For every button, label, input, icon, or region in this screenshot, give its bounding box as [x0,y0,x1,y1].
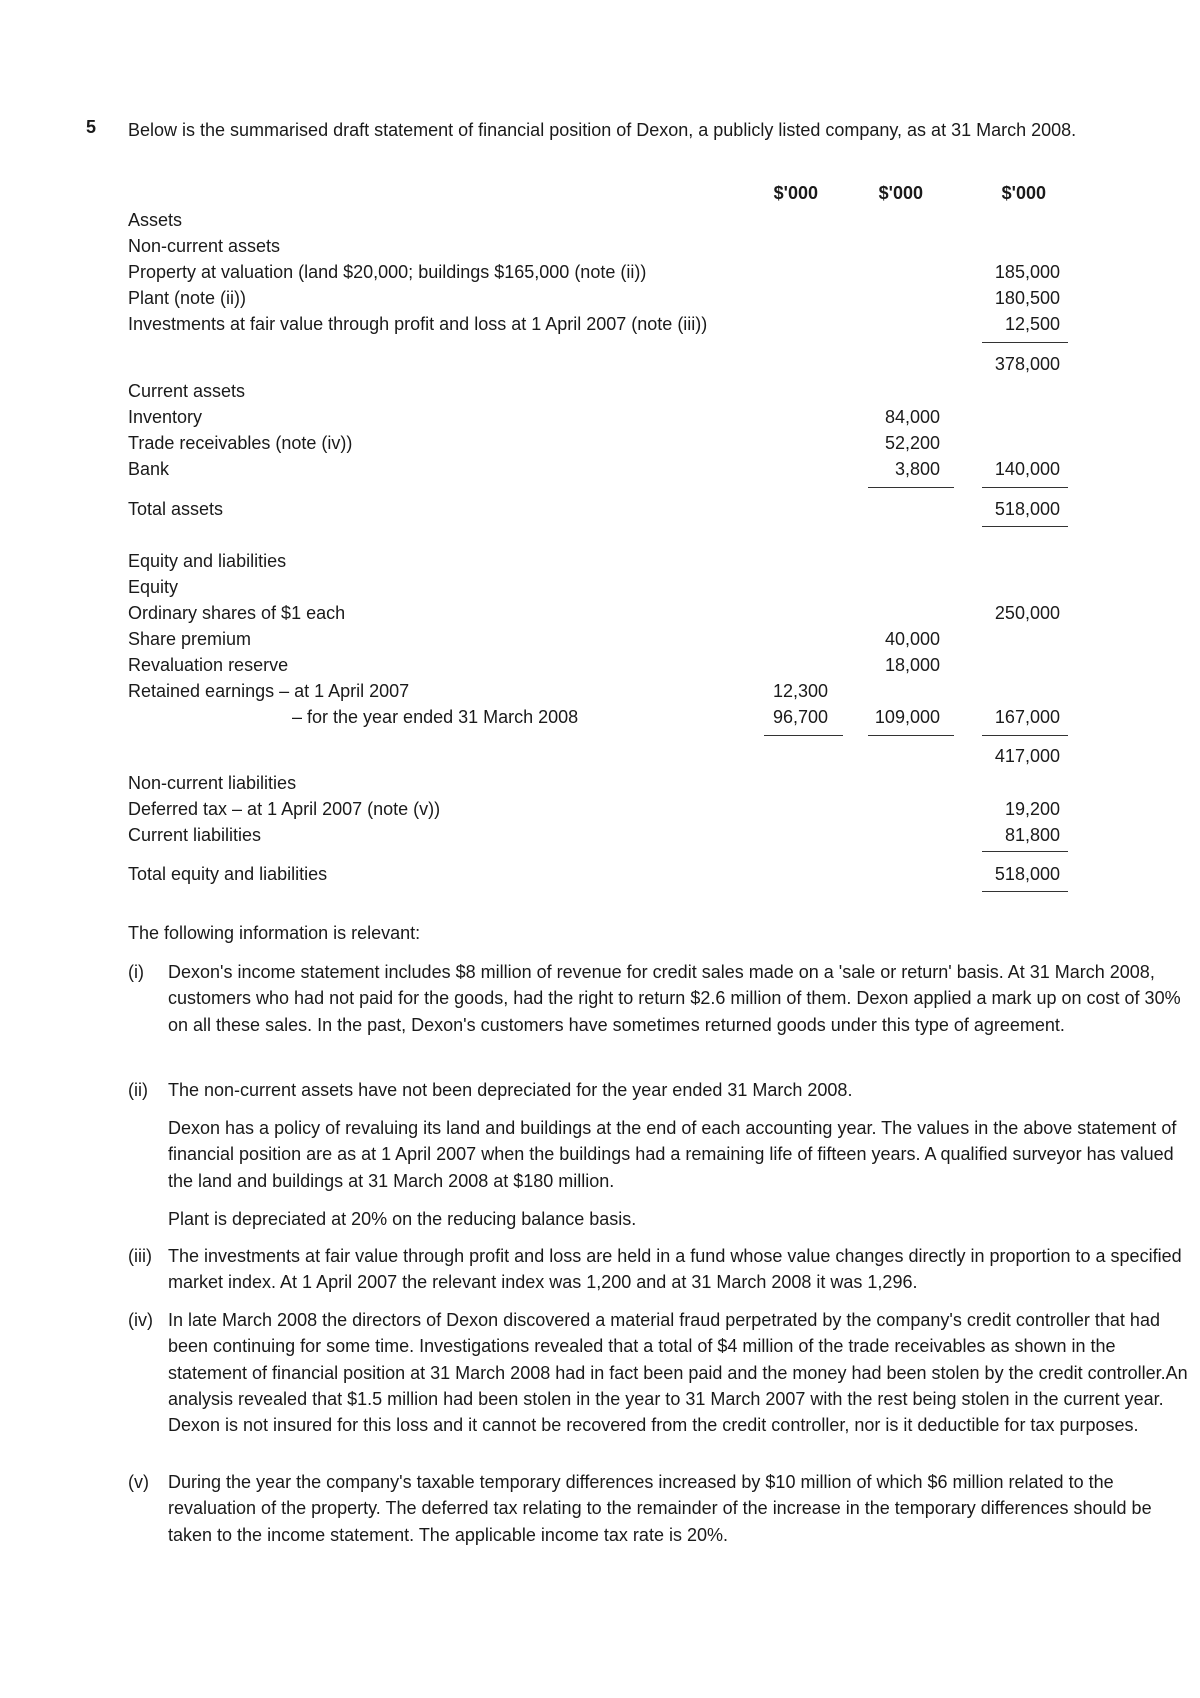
nca-total: 378,000 [994,354,1060,374]
note-iii-tag: (iii) [128,1246,152,1266]
section-non-current-liabilities: Non-current liabilities [128,773,297,793]
row-retained-year-value: 96,700 [772,707,828,727]
note-i-text: Dexon's income statement includes $8 million of revenue for credit sales made on a 'sale or return' basis. At 31 March 2008, customers who had not paid for the goods, had the right to return $2.6 million of them. Dexon applied a mark up on cost of 30% on all these sales. In the past, Dexon's customers have sometimes returned goods under this type of agreement. [168,962,1181,1035]
note-iv [128,1307,1188,1438]
row-current-liabilities-value: 81,800 [1004,825,1060,845]
rule-nca [982,342,1068,343]
rule-current-assets [868,487,954,488]
note-ii-tag: (ii) [128,1080,148,1100]
row-reval-label: Revaluation reserve [128,655,289,675]
row-receivables-value: 52,200 [884,433,940,453]
row-investments-total: 12,500 [1004,314,1060,334]
rule-retained-1 [764,735,843,736]
note-iv-tag: (iv) [128,1310,153,1330]
column-header-2: $'000 [878,183,923,203]
section-equity-liabilities: Equity and liabilities [128,551,287,571]
row-inventory-label: Inventory [128,407,203,427]
row-deferred-tax-value: 19,200 [1004,799,1060,819]
rule-total-assets [982,526,1068,527]
current-assets-total: 140,000 [994,459,1060,479]
column-header-3: $'000 [1001,183,1046,203]
total-assets-value: 518,000 [994,499,1060,519]
rule-current-assets-total [982,487,1068,488]
section-assets: Assets [128,210,183,230]
row-retained-open-label: Retained earnings – at 1 April 2007 [128,681,410,701]
note-ii-paragraph-2: Dexon has a policy of revaluing its land and buildings at the end of each accounting year. The values in the above statement of financial position are as at 1 April 2007 when the buildings had a remaining life of fifteen years. A qualified surveyor has valued the land and buildings at 31 March 2008 at $180 million. [168,1118,1177,1191]
row-current-liabilities-label: Current liabilities [128,825,262,845]
row-retained-open-value: 12,300 [772,681,828,701]
row-property-total: 185,000 [994,262,1060,282]
note-v-tag: (v) [128,1472,149,1492]
row-bank-label: Bank [128,459,170,479]
row-total-eq-liab-label: Total equity and liabilities [128,864,328,884]
row-total-assets-label: Total assets [128,499,224,519]
note-iii [128,1243,1188,1296]
row-deferred-tax-label: Deferred tax – at 1 April 2007 (note (v)) [128,799,441,819]
row-bank-value: 3,800 [894,459,940,479]
rule-retained-2 [868,735,954,736]
note-ii-text: The non-current assets have not been depreciated for the year ended 31 March 2008. [168,1080,853,1100]
row-retained-year-label: – for the year ended 31 March 2008 [292,707,579,727]
row-inventory-value: 84,000 [884,407,940,427]
row-shares-total: 250,000 [994,603,1060,623]
row-receivables-label: Trade receivables (note (iv)) [128,433,353,453]
note-iii-text: The investments at fair value through profit and loss are held in a fund whose value changes directly in proportion to a specified market index. At 1 April 2007 the relevant index was 1,200 and at 31 March 2008 it was 1,296. [168,1246,1182,1293]
note-ii [128,1077,1188,1103]
section-current-assets: Current assets [128,381,246,401]
row-plant-total: 180,500 [994,288,1060,308]
section-non-current-assets: Non-current assets [128,236,281,256]
note-iv-text: In late March 2008 the directors of Dexon discovered a material fraud perpetrated by the company's credit controller that had been continuing for some time. Investigations revealed that a total of $4 million of the trade receivables as shown in the statement of financial position at 31 March 2008 had in fact been paid and the money had been stolen by the credit controller.An analysis revealed that $1.5 million had been stolen in the year to 31 March 2007 with the rest being stolen in the current year. Dexon is not insured for this loss and it cannot be recovered from the credit controller, nor is it deductible for tax purposes. [168,1310,1188,1436]
row-retained-sum: 109,000 [874,707,940,727]
question-intro: Below is the summarised draft statement of financial position of Dexon, a publicly listed company, as at 31 March 2008. [128,120,1077,140]
row-plant-label: Plant (note (ii)) [128,288,247,308]
row-shares-label: Ordinary shares of $1 each [128,603,346,623]
question-number: 5 [86,117,97,137]
section-equity: Equity [128,577,179,597]
equity-total: 417,000 [994,746,1060,766]
note-i-tag: (i) [128,962,144,982]
note-v [128,1469,1188,1548]
row-premium-value: 40,000 [884,629,940,649]
row-property-label: Property at valuation (land $20,000; buildings $165,000 (note (ii)) [128,262,647,282]
rule-liabilities [982,851,1068,852]
row-reval-value: 18,000 [884,655,940,675]
total-eq-liab-value: 518,000 [994,864,1060,884]
note-ii-paragraph-3: Plant is depreciated at 20% on the reducing balance basis. [168,1209,637,1229]
column-header-1: $'000 [773,183,818,203]
info-heading: The following information is relevant: [128,923,421,943]
rule-total-eq-liab [982,891,1068,892]
rule-retained-3 [982,735,1068,736]
note-i [128,959,1188,1038]
row-reserves-total: 167,000 [994,707,1060,727]
note-v-text: During the year the company's taxable temporary differences increased by $10 million of which $6 million related to the revaluation of the property. The deferred tax relating to the remainder of the increase in the temporary differences should be taken to the income statement. The applicable income tax rate is 20%. [168,1472,1152,1545]
row-investments-label: Investments at fair value through profit and loss at 1 April 2007 (note (iii)) [128,314,708,334]
row-premium-label: Share premium [128,629,252,649]
